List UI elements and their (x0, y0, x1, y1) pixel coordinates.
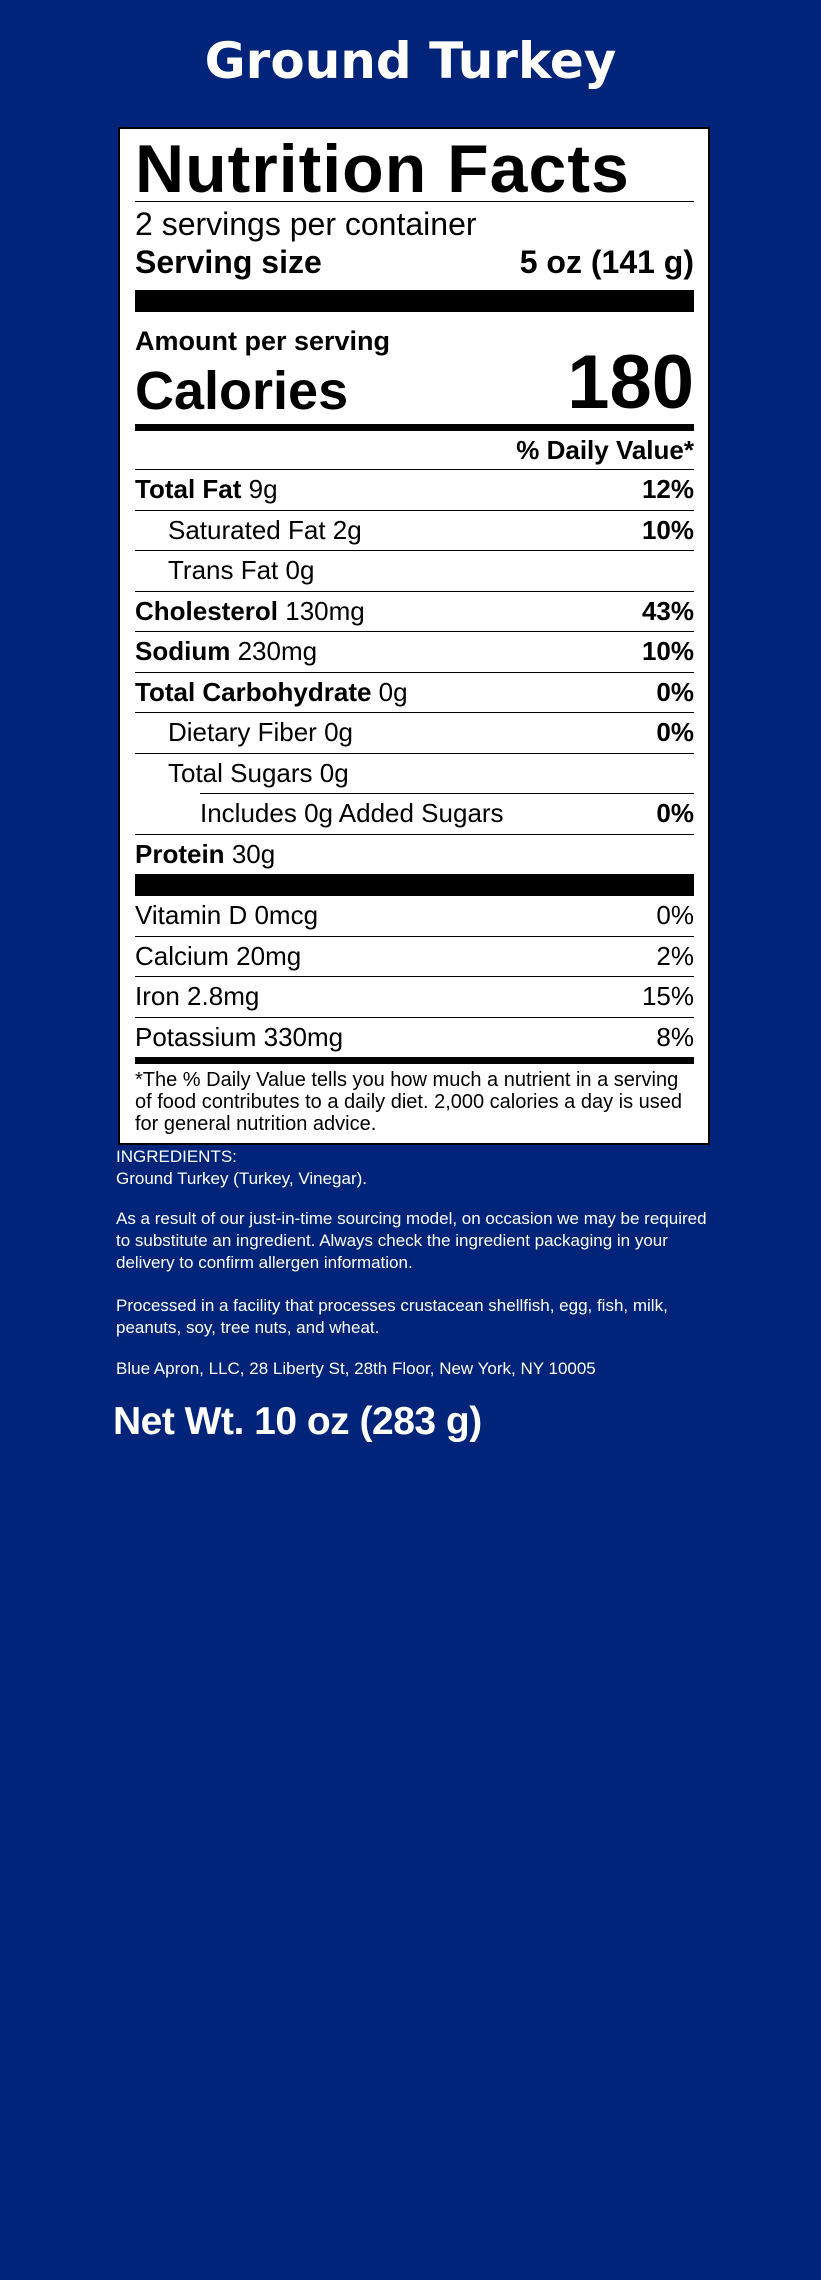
nutrient-name: Trans Fat (168, 555, 279, 586)
vitamin-name: Iron (135, 981, 180, 1012)
calories-label: Calories (135, 361, 349, 421)
nutrient-dv: 0% (656, 798, 694, 829)
nutrient-row-cholesterol (135, 591, 694, 632)
nutrient-dv: 10% (641, 636, 694, 667)
nutrient-row-saturated-fat (135, 510, 694, 551)
nutrient-name: Cholesterol (135, 595, 279, 626)
nutrient-dv: 10% (641, 514, 694, 545)
nutrient-row-protein (135, 834, 694, 875)
nutrient-row-dietary-fiber (135, 712, 694, 753)
nutrient-amount: 0g (324, 717, 353, 748)
product-title: Ground Turkey (204, 32, 617, 90)
nutrient-dv: 43% (641, 595, 694, 626)
company-address: Blue Apron, LLC, 28 Liberty St, 28th Floor, New York, NY 10005 (116, 1359, 596, 1378)
serving-size-row (135, 244, 694, 280)
nutrient-amount: 9g (248, 474, 278, 505)
vitamin-name: Potassium (135, 1021, 257, 1052)
nutrient-name: Total Fat (135, 474, 242, 505)
vitamin-amount: 330mg (263, 1021, 344, 1052)
nutrient-name: Saturated Fat (168, 514, 326, 545)
vitamin-row-calcium (135, 936, 694, 977)
vitamin-dv: 2% (656, 940, 694, 971)
allergen-note: Processed in a facility that processes crustacean shellfish, egg, fish, milk, peanuts, soy, tree nuts, and wheat. (116, 1296, 668, 1337)
nutrient-name: Total Sugars (168, 757, 313, 788)
nutrient-amount: 0g (319, 757, 349, 788)
servings-per-container: 2 servings per container (135, 206, 477, 242)
nutrient-amount: 2g (332, 514, 362, 545)
added-sugars-wrap (135, 793, 694, 834)
medium-divider (135, 1057, 694, 1064)
nutrient-row-total-sugars (135, 753, 694, 794)
nutrient-dv: 0% (656, 676, 694, 707)
nutrient-name: Sodium (135, 636, 231, 667)
nutrient-row-sodium (135, 631, 694, 672)
nutrient-amount: 130mg (285, 595, 365, 626)
nutrient-row-added-sugars (200, 793, 694, 834)
nutrient-row-total-carbohydrate (135, 672, 694, 713)
thick-divider (135, 874, 694, 896)
nutrient-row-total-fat (135, 469, 694, 510)
vitamin-row-potassium (135, 1017, 694, 1058)
vitamin-dv: 0% (656, 900, 694, 931)
vitamin-amount: 20mg (236, 940, 302, 971)
amount-per-serving: Amount per serving (135, 326, 391, 356)
calories-value: 180 (567, 340, 694, 425)
vitamin-amount: 2.8mg (187, 981, 260, 1012)
vitamin-row-vitamin-d (135, 896, 694, 936)
vitamin-name: Calcium (135, 940, 229, 971)
nutrient-name: Protein (135, 838, 225, 869)
daily-value-footnote: *The % Daily Value tells you how much a nutrient in a serving of food contributes to a daily diet. 2,000 calories a day is used for general nutrition advice. (135, 1069, 683, 1135)
vitamin-row-iron (135, 976, 694, 1017)
serving-size-label: Serving size (135, 244, 322, 280)
nutrient-dv: 0% (656, 717, 694, 748)
nutrient-amount: 0g (285, 555, 315, 586)
net-weight: Net Wt. 10 oz (283 g) (113, 1400, 482, 1443)
nutrient-dv: 12% (641, 474, 694, 505)
ingredients-text: Ground Turkey (Turkey, Vinegar). (116, 1169, 368, 1188)
nutrient-name: Dietary Fiber (168, 717, 317, 748)
thick-divider (135, 290, 694, 312)
nutrient-name: Includes 0g Added Sugars (200, 798, 504, 829)
daily-value-header: % Daily Value* (516, 435, 694, 465)
medium-divider (135, 424, 694, 431)
vitamin-name: Vitamin D (135, 900, 248, 931)
nutrition-facts-title: Nutrition Facts (135, 131, 630, 207)
nutrient-amount: 230mg (237, 636, 318, 667)
vitamin-dv: 15% (641, 981, 694, 1012)
sourcing-note: As a result of our just-in-time sourcing model, on occasion we may be required to substitute an ingredient. Always check the ingredient packaging in your delivery to confirm allergen information. (116, 1209, 707, 1272)
vitamin-amount: 0mcg (254, 900, 319, 931)
nutrient-row-trans-fat (135, 550, 694, 591)
nutrient-amount: 30g (231, 838, 276, 869)
serving-size-value: 5 oz (141 g) (519, 244, 694, 280)
vitamin-dv: 8% (656, 1021, 694, 1052)
nutrient-amount: 0g (378, 676, 408, 707)
nutrition-facts-label (118, 127, 710, 1145)
nutrient-name: Total Carbohydrate (135, 676, 372, 707)
ingredients-heading: INGREDIENTS: (116, 1147, 237, 1166)
